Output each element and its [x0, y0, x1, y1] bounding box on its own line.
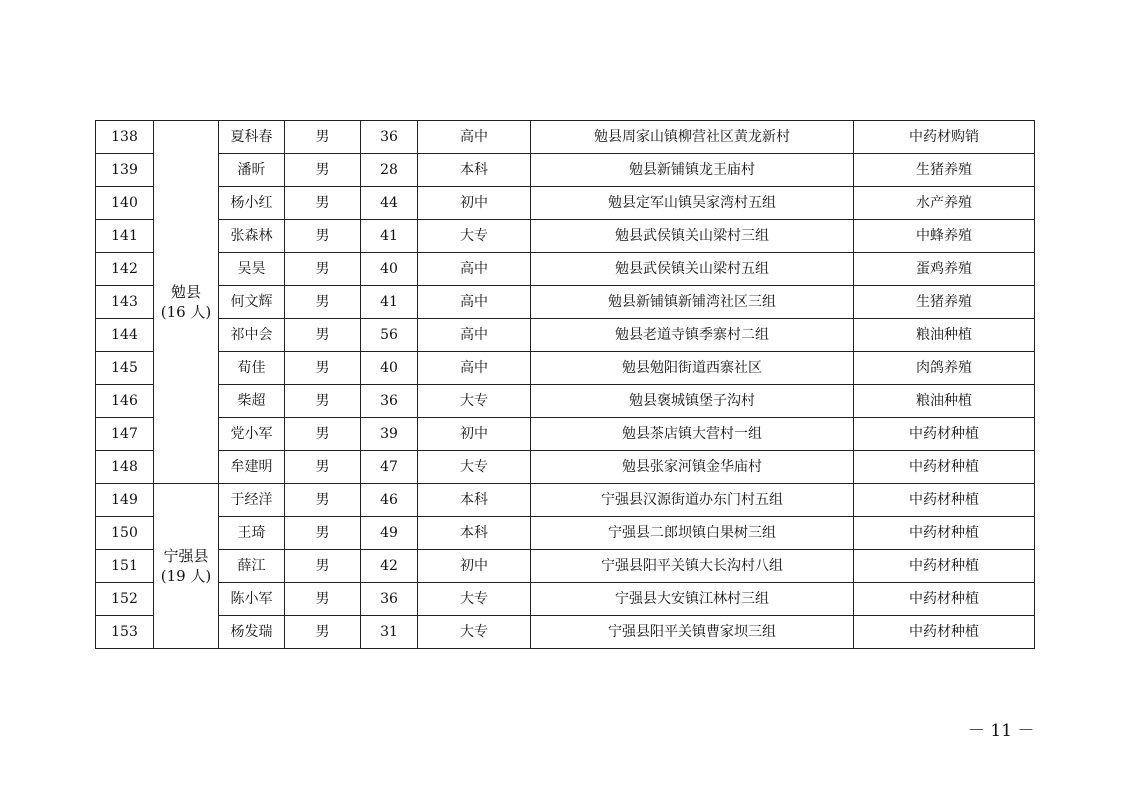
education-cell: 本科 — [418, 154, 531, 187]
table-row — [96, 484, 1035, 517]
table-row — [96, 220, 1035, 253]
county-cell — [154, 121, 219, 484]
name-cell: 牟建明 — [219, 451, 285, 484]
address-cell: 宁强县汉源街道办东门村五组 — [531, 484, 854, 517]
industry-cell: 水产养殖 — [854, 187, 1035, 220]
gender-cell: 男 — [285, 319, 361, 352]
address-cell: 勉县武侯镇关山梁村三组 — [531, 220, 854, 253]
industry-cell: 生猪养殖 — [854, 154, 1035, 187]
gender-cell: 男 — [285, 121, 361, 154]
gender-cell: 男 — [285, 253, 361, 286]
name-cell: 柴超 — [219, 385, 285, 418]
gender-cell: 男 — [285, 154, 361, 187]
address-cell: 勉县周家山镇柳营社区黄龙新村 — [531, 121, 854, 154]
address-cell: 勉县茶店镇大营村一组 — [531, 418, 854, 451]
gender-cell: 男 — [285, 550, 361, 583]
industry-cell: 中药材种植 — [854, 550, 1035, 583]
age-cell: 49 — [361, 517, 418, 550]
row-number-cell: 140 — [96, 187, 154, 220]
address-cell: 勉县张家河镇金华庙村 — [531, 451, 854, 484]
age-cell: 44 — [361, 187, 418, 220]
gender-cell: 男 — [285, 616, 361, 649]
row-number-cell: 139 — [96, 154, 154, 187]
name-cell: 夏科春 — [219, 121, 285, 154]
industry-cell: 中药材种植 — [854, 484, 1035, 517]
education-cell: 高中 — [418, 319, 531, 352]
table-row — [96, 286, 1035, 319]
address-cell: 宁强县阳平关镇大长沟村八组 — [531, 550, 854, 583]
address-cell: 勉县褒城镇堡子沟村 — [531, 385, 854, 418]
gender-cell: 男 — [285, 451, 361, 484]
education-cell: 初中 — [418, 418, 531, 451]
education-cell: 大专 — [418, 451, 531, 484]
gender-cell: 男 — [285, 418, 361, 451]
education-cell: 高中 — [418, 121, 531, 154]
gender-cell: 男 — [285, 517, 361, 550]
county-count: (16 人) — [160, 303, 212, 321]
address-cell: 勉县武侯镇关山梁村五组 — [531, 253, 854, 286]
age-cell: 47 — [361, 451, 418, 484]
table-row — [96, 352, 1035, 385]
education-cell: 本科 — [418, 517, 531, 550]
county-cell — [154, 484, 219, 649]
table-row — [96, 187, 1035, 220]
table-row — [96, 418, 1035, 451]
age-cell: 40 — [361, 352, 418, 385]
age-cell: 40 — [361, 253, 418, 286]
education-cell: 初中 — [418, 187, 531, 220]
name-cell: 于经洋 — [219, 484, 285, 517]
education-cell: 大专 — [418, 616, 531, 649]
age-cell: 41 — [361, 220, 418, 253]
gender-cell: 男 — [285, 352, 361, 385]
roster-table — [95, 120, 1035, 649]
gender-cell: 男 — [285, 385, 361, 418]
address-cell: 勉县老道寺镇季寨村二组 — [531, 319, 854, 352]
name-cell: 祁中会 — [219, 319, 285, 352]
row-number-cell: 138 — [96, 121, 154, 154]
name-cell: 潘昕 — [219, 154, 285, 187]
table-row — [96, 385, 1035, 418]
row-number-cell: 143 — [96, 286, 154, 319]
county-count: (19 人) — [160, 567, 212, 585]
address-cell: 勉县勉阳街道西寨社区 — [531, 352, 854, 385]
industry-cell: 生猪养殖 — [854, 286, 1035, 319]
gender-cell: 男 — [285, 187, 361, 220]
row-number-cell: 144 — [96, 319, 154, 352]
table-row — [96, 121, 1035, 154]
gender-cell: 男 — [285, 484, 361, 517]
name-cell: 吴昊 — [219, 253, 285, 286]
name-cell: 张森林 — [219, 220, 285, 253]
age-cell: 36 — [361, 583, 418, 616]
education-cell: 高中 — [418, 253, 531, 286]
name-cell: 杨小红 — [219, 187, 285, 220]
industry-cell: 中药材种植 — [854, 616, 1035, 649]
row-number-cell: 146 — [96, 385, 154, 418]
industry-cell: 中药材种植 — [854, 517, 1035, 550]
industry-cell: 中药材种植 — [854, 451, 1035, 484]
table-row — [96, 154, 1035, 187]
industry-cell: 中药材种植 — [854, 418, 1035, 451]
age-cell: 36 — [361, 385, 418, 418]
table-row — [96, 517, 1035, 550]
row-number-cell: 153 — [96, 616, 154, 649]
age-cell: 36 — [361, 121, 418, 154]
name-cell: 王琦 — [219, 517, 285, 550]
row-number-cell: 151 — [96, 550, 154, 583]
education-cell: 大专 — [418, 385, 531, 418]
table-row — [96, 583, 1035, 616]
row-number-cell: 150 — [96, 517, 154, 550]
industry-cell: 肉鸽养殖 — [854, 352, 1035, 385]
page-number: － 11 － — [968, 721, 1035, 741]
name-cell: 杨发瑞 — [219, 616, 285, 649]
table-row — [96, 550, 1035, 583]
industry-cell: 中蜂养殖 — [854, 220, 1035, 253]
row-number-cell: 148 — [96, 451, 154, 484]
industry-cell: 蛋鸡养殖 — [854, 253, 1035, 286]
age-cell: 56 — [361, 319, 418, 352]
education-cell: 大专 — [418, 220, 531, 253]
age-cell: 42 — [361, 550, 418, 583]
name-cell: 荀佳 — [219, 352, 285, 385]
age-cell: 41 — [361, 286, 418, 319]
age-cell: 28 — [361, 154, 418, 187]
education-cell: 初中 — [418, 550, 531, 583]
name-cell: 党小军 — [219, 418, 285, 451]
address-cell: 宁强县大安镇江林村三组 — [531, 583, 854, 616]
gender-cell: 男 — [285, 286, 361, 319]
age-cell: 46 — [361, 484, 418, 517]
address-cell: 勉县新铺镇龙王庙村 — [531, 154, 854, 187]
age-cell: 39 — [361, 418, 418, 451]
address-cell: 宁强县阳平关镇曹家坝三组 — [531, 616, 854, 649]
county-name: 勉县 — [170, 283, 201, 301]
gender-cell: 男 — [285, 583, 361, 616]
name-cell: 何文辉 — [219, 286, 285, 319]
address-cell: 宁强县二郎坝镇白果树三组 — [531, 517, 854, 550]
row-number-cell: 142 — [96, 253, 154, 286]
row-number-cell: 141 — [96, 220, 154, 253]
name-cell: 陈小军 — [219, 583, 285, 616]
table-row — [96, 616, 1035, 649]
education-cell: 大专 — [418, 583, 531, 616]
county-name: 宁强县 — [163, 547, 209, 565]
education-cell: 高中 — [418, 352, 531, 385]
table-row — [96, 253, 1035, 286]
row-number-cell: 152 — [96, 583, 154, 616]
age-cell: 31 — [361, 616, 418, 649]
gender-cell: 男 — [285, 220, 361, 253]
row-number-cell: 149 — [96, 484, 154, 517]
education-cell: 本科 — [418, 484, 531, 517]
address-cell: 勉县新铺镇新铺湾社区三组 — [531, 286, 854, 319]
row-number-cell: 145 — [96, 352, 154, 385]
table-row — [96, 319, 1035, 352]
industry-cell: 粮油种植 — [854, 385, 1035, 418]
roster-body — [96, 121, 1035, 649]
industry-cell: 中药材种植 — [854, 583, 1035, 616]
name-cell: 薛江 — [219, 550, 285, 583]
table-row — [96, 451, 1035, 484]
industry-cell: 中药材购销 — [854, 121, 1035, 154]
address-cell: 勉县定军山镇吴家湾村五组 — [531, 187, 854, 220]
education-cell: 高中 — [418, 286, 531, 319]
row-number-cell: 147 — [96, 418, 154, 451]
industry-cell: 粮油种植 — [854, 319, 1035, 352]
